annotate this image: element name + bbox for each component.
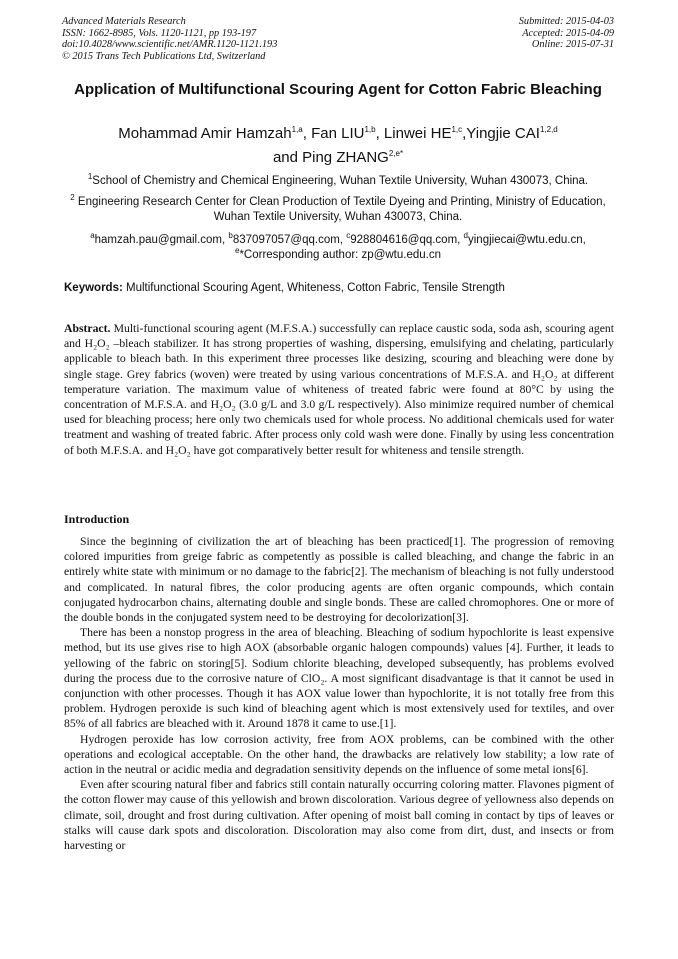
journal-name: Advanced Materials Research [62,16,186,27]
author-affiliation-mark: 1,c [451,125,463,134]
email-mark: c [346,231,351,241]
author-affiliation-mark: 1,b [364,125,376,134]
author-affiliation-mark: 1,a [291,125,303,134]
email-mark: e [235,246,240,256]
affiliation-text: School of Chemistry and Chemical Engineering, Wuhan Textile University, Wuhan 430073, China. [92,175,589,187]
submitted-date: Submitted: 2015-04-03 [518,16,614,27]
email: hamzah.pau@gmail.com, [94,234,229,246]
email: 837097057@qq.com, [232,234,347,246]
doi: doi:10.4028/www.scientific.net/AMR.1120-1121.193 [62,39,278,51]
keywords [64,281,616,296]
paragraph: Hydrogen peroxide has low corrosion activity, free from AOX problems, can be combined with the other operations and ecological acceptable. On the other hand, the drawbacks are relatively low stability; a low rate of action in the neutral or acidic media and degradation sensitivity depends on the influence of some metal ions[6]. [64,732,614,777]
section-heading-introduction: Introduction [64,512,130,526]
introduction-body [64,534,614,853]
author-affiliation-mark: 1,2,d [539,125,558,134]
abstract-text: Multi-functional scouring agent (M.F.S.A.) successfully can replace caustic soda, soda ash, scouring agent and H₂O₂ –bleach stabilizer. It has strong properties of washing, dispersing, emulsifying and chelating, particularly applicable to bleach bath. In this experiment three processes like desizing, scouring and bleaching were done by single stage. Grey fabrics (woven) were treated by using various concentrations of M.F.S.A. and H₂O₂ at different temperature variation. The maximum value of whiteness of treated fabric were found at 80°C by using the concentration of M.F.S.A. and H₂O₂ (3.0 g/L and 3.0 g/L respectively). Also minimize required number of chemical used for bleaching process; here only two chemicals used for whole process. No additional chemicals used for water treatment and washing of treated fabric. After process only cold wash were done. Finally by using less concentration of both M.F.S.A. and H₂O₂ have got comparatively better result for whiteness and tensile strength. [64,322,614,457]
author-list: Mohammad Amir Hamzah$^{1,a}$, Fan LIU$^{1,b}$, Linwei HE$^{1,c}$,Yingjie CAI$^{1,2,d}$ and Ping $ZHANG^{2,e*}$ [118,125,558,166]
affiliation-1 [62,174,614,189]
author: Linwei HE [383,125,452,142]
email-mark: a [90,231,95,241]
email: yingjiecai@wtu.edu.cn, [468,234,586,246]
journal-info [62,16,277,62]
author: Yingjie CAI [466,125,540,142]
author-emails [62,233,614,263]
abstract-label: Abstract. [64,322,111,335]
affiliation-mark: 2 [70,193,75,203]
publication-dates [519,16,614,51]
email-mark: b [228,231,233,241]
paper-title: Application of Multifunctional Scouring Agent for Cotton Fabric Bleaching [74,81,602,98]
abstract [64,321,614,458]
email-mark: d [463,231,468,241]
online-date: Online: 2015-07-31 [531,39,614,51]
paragraph: Since the beginning of civilization the art of bleaching has been practiced[1]. The progression of removing colored impurities from greige fabric as competently as possible is called bleaching, and change the fabric in an entirely white state with minimum or no damage to the fabric[2]. The mechanism of bleaching is not fully understood and complicated. In natural fibres, the color producing agents are often organic compounds, which contain conjugated hydrocarbon chains, alternating double and single bonds. These are called chromophores. One or more of the double bonds in the conjugated system need to be destroying for decolorization[3]. [64,535,614,625]
accepted-date: Accepted: 2015-04-09 [522,27,614,39]
author: and Ping ZHANG [272,149,389,166]
affiliation-2 [62,195,614,225]
copyright: © 2015 Trans Tech Publications Ltd, Switzerland [62,50,266,62]
corresponding-author: *Corresponding author: zp@wtu.edu.cn [239,249,441,261]
email: 928804616@qq.com, [350,234,464,246]
paragraph: Even after scouring natural fiber and fabrics still contain naturally occurring coloring matter. Flavones pigment of the cotton flower may cause of this yellowish and brown discoloration. Various degree of yellowness also depends on climate, soil, drought and frost during cultivation. After opening of moist ball coming in contact by tips of leaves or stalks will cause dark spots and discoloration. Discoloration may also come from dirt, dust, and insects or from harvesting or [64,778,614,853]
affiliation-text: Engineering Research Center for Clean Production of Textile Dyeing and Printing, Ministry of Education, Wuhan Textile University, Wuhan 430073, China. [77,196,606,223]
keywords-label: Keywords: [64,282,123,294]
author-affiliation-mark: 2,e* [388,149,404,158]
keywords-text: Multifunctional Scouring Agent, Whiteness, Cotton Fabric, Tensile Strength [122,282,505,294]
affiliation-mark: 1 [87,172,93,182]
author: Mohammad Amir Hamzah [118,125,292,142]
issn: ISSN: 1662-8985, Vols. 1120-1121, pp 193-197 [62,27,257,39]
author: Fan LIU [311,125,365,142]
paragraph: There has been a nonstop progress in the area of bleaching. Bleaching of sodium hypochlorite is least expensive method, but its use gives rise to high AOX (absorbable organic halogen compounds) values [4]. Further, it leads to yellowing of the fabric on storing[5]. Sodium chlorite bleaching, developed subsequently, has problems evolved during the process due to the corrosive nature of ClO₂. A most significant disadvantage is that it cannot be used in conjunction with other processes. Though it has AOX value lower than hypochlorite, it is not totally free from this problem. Hydrogen peroxide is such kind of bleaching agent which is most extensively used for textiles, and over 85% of all fabrics are bleached with it. Around 1878 it came to use.[1]. [64,626,614,731]
